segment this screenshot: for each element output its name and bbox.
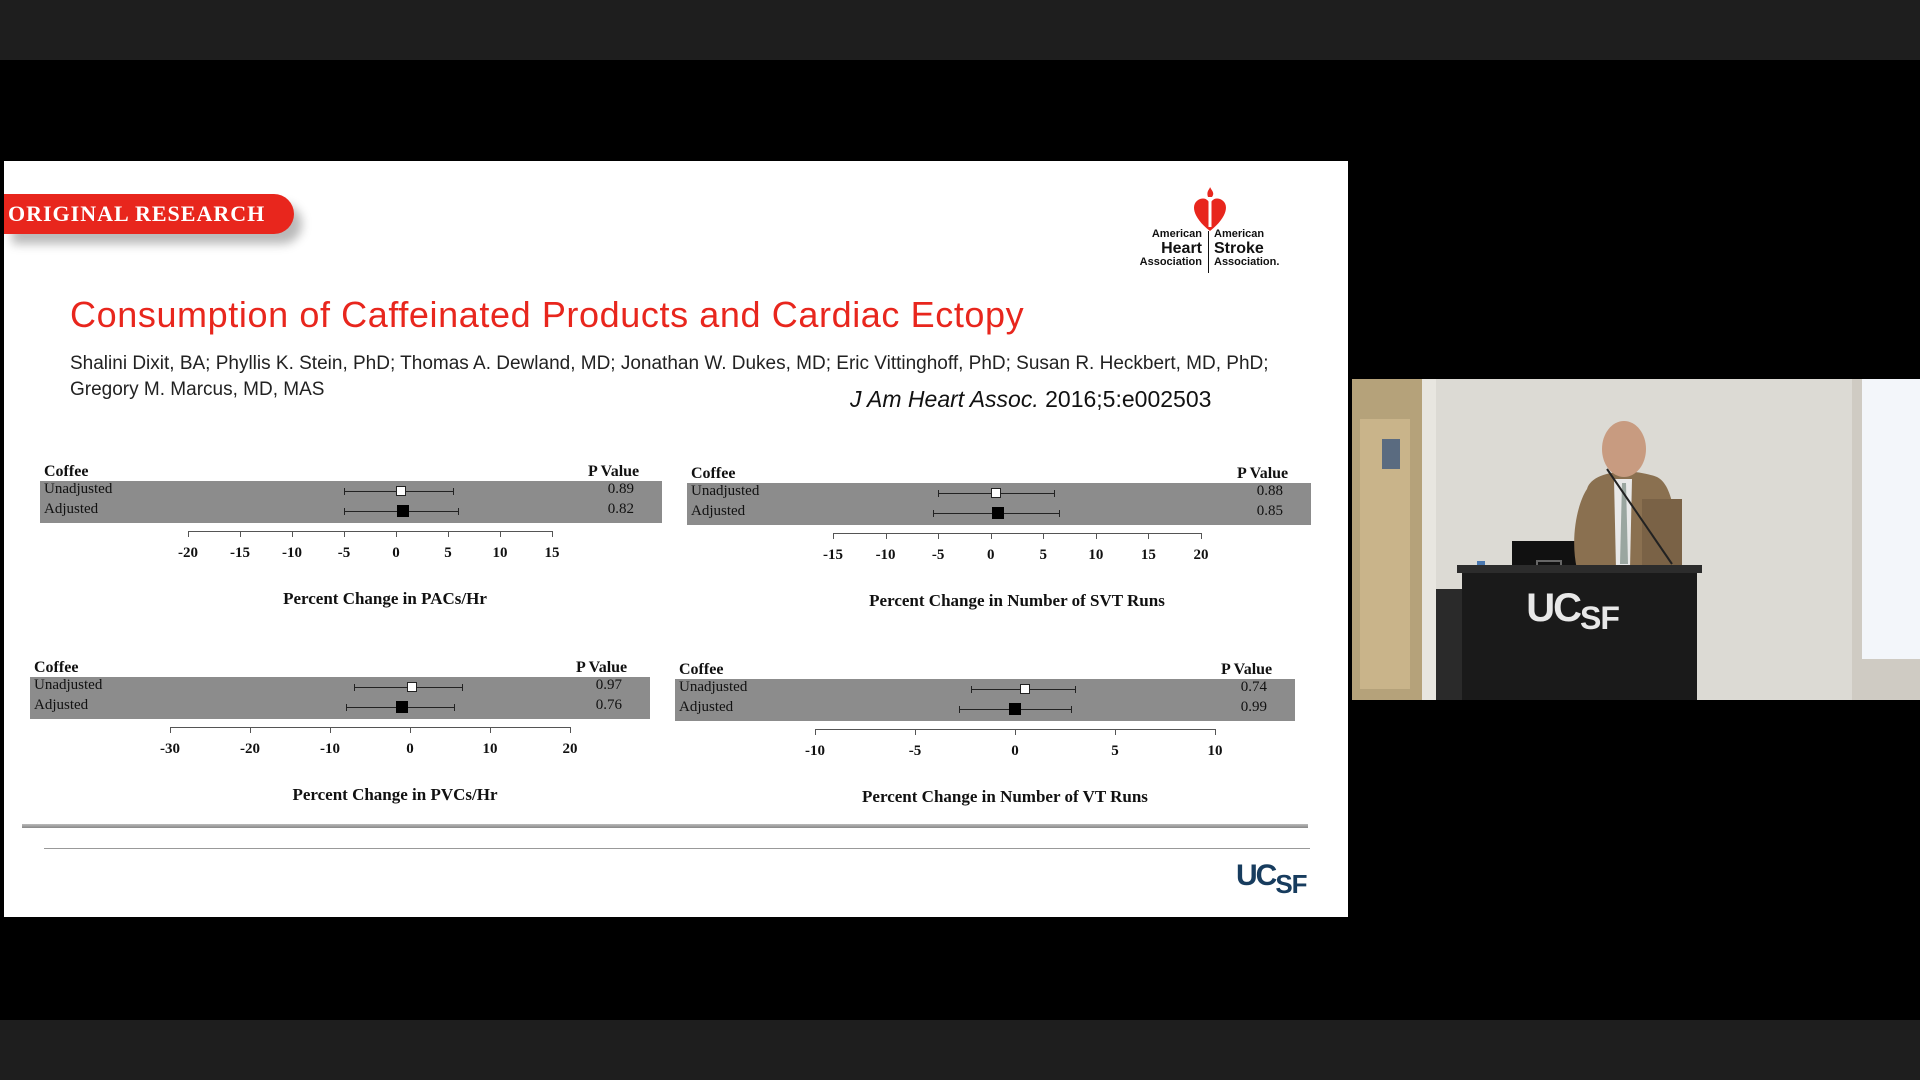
- pvalue-header: P Value: [576, 659, 628, 676]
- estimate-marker-adjusted: [396, 701, 408, 713]
- x-tick: [1201, 533, 1202, 539]
- x-tick-label: 10: [1088, 547, 1104, 563]
- x-tick-label: 5: [444, 545, 452, 561]
- p-value: 0.85: [1256, 503, 1283, 519]
- p-value: 0.74: [1240, 679, 1267, 695]
- x-tick: [448, 531, 449, 537]
- estimate-marker-unadjusted: [396, 486, 406, 496]
- presentation-slide: [4, 161, 1348, 917]
- estimate-marker-adjusted: [1009, 703, 1021, 715]
- speaker-video-tile: [1352, 379, 1920, 700]
- pvalue-header: P Value: [1237, 465, 1289, 482]
- x-tick: [490, 727, 491, 733]
- row-label: Adjusted: [679, 699, 734, 715]
- p-value: 0.88: [1256, 483, 1283, 499]
- ci-cap-high: [1075, 686, 1076, 693]
- slide-title: Consumption of Caffeinated Products and Cardiac Ectopy: [70, 294, 1025, 335]
- x-tick: [1115, 729, 1116, 735]
- aha-stroke-text: American Stroke Association.: [1214, 228, 1280, 268]
- row-label: Unadjusted: [679, 679, 748, 695]
- x-tick-label: -15: [230, 545, 250, 561]
- x-tick-label: -10: [282, 545, 302, 561]
- aha-asa-logo: [1120, 187, 1300, 277]
- x-tick: [1215, 729, 1216, 735]
- x-tick: [1096, 533, 1097, 539]
- x-tick: [170, 727, 171, 733]
- speaker-video-frame: [1352, 379, 1920, 700]
- group-label: Coffee: [34, 659, 79, 676]
- x-tick: [1043, 533, 1044, 539]
- x-tick-label: 10: [482, 741, 498, 757]
- ci-cap-high: [454, 704, 455, 711]
- p-value: 0.82: [607, 501, 634, 517]
- footer-divider-thick: [22, 824, 1308, 828]
- x-tick-label: -10: [805, 743, 825, 759]
- p-value: 0.99: [1240, 699, 1267, 715]
- ci-cap-high: [453, 488, 454, 495]
- plot-band: [675, 679, 1295, 721]
- ci-cap-low: [959, 706, 960, 713]
- x-tick-label: -5: [337, 545, 351, 561]
- x-axis: [170, 727, 570, 728]
- journal-reference: 2016;5:e002503: [1038, 386, 1212, 412]
- x-axis-title: Percent Change in PACs/Hr: [283, 589, 487, 608]
- x-tick: [915, 729, 916, 735]
- x-tick-label: -20: [240, 741, 260, 757]
- ci-cap-high: [462, 684, 463, 691]
- ci-cap-high: [458, 508, 459, 515]
- x-tick-label: 0: [406, 741, 414, 757]
- x-tick-label: -5: [908, 743, 922, 759]
- p-value: 0.89: [607, 481, 634, 497]
- x-tick-label: 10: [1207, 743, 1223, 759]
- x-tick-label: -15: [823, 547, 843, 563]
- journal-name: J Am Heart Assoc.: [850, 386, 1039, 412]
- x-tick: [250, 727, 251, 733]
- ci-cap-low: [938, 490, 939, 497]
- p-value: 0.76: [595, 697, 622, 713]
- x-tick: [240, 531, 241, 537]
- pvalue-header: P Value: [1221, 661, 1273, 678]
- ci-cap-high: [1059, 510, 1060, 517]
- x-tick: [815, 729, 816, 735]
- x-tick: [500, 531, 501, 537]
- ci-cap-low: [971, 686, 972, 693]
- ci-cap-low: [354, 684, 355, 691]
- x-tick: [991, 533, 992, 539]
- x-tick: [396, 531, 397, 537]
- estimate-marker-unadjusted: [407, 682, 417, 692]
- forest-plot-svt-runs: [687, 463, 1327, 633]
- x-tick: [330, 727, 331, 733]
- x-tick-label: -10: [875, 547, 896, 563]
- top-bar: [0, 0, 1920, 60]
- author-list: Shalini Dixit, BA; Phyllis K. Stein, PhD; Thomas A. Dewland, MD; Jonathan W. Dukes, MD; Eric Vittinghoff, PhD; Susan R. Heckbert, MD, PhD; Gregory M. Marcus, MD, MAS: [70, 353, 1269, 400]
- x-tick: [833, 533, 834, 539]
- aha-heart-text: American Heart Association: [1139, 228, 1202, 268]
- ci-cap-low: [346, 704, 347, 711]
- heart-torch-icon: [1120, 187, 1300, 233]
- x-axis-title: Percent Change in PVCs/Hr: [292, 785, 498, 804]
- x-tick-label: 15: [544, 545, 560, 561]
- row-label: Unadjusted: [34, 677, 103, 693]
- x-tick: [1148, 533, 1149, 539]
- group-label: Coffee: [679, 661, 724, 678]
- forest-plot-vt-runs: [675, 659, 1315, 829]
- x-axis-title: Percent Change in Number of SVT Runs: [869, 591, 1165, 610]
- row-label: Adjusted: [691, 503, 746, 519]
- x-axis: [833, 533, 1201, 534]
- estimate-marker-unadjusted: [1020, 684, 1030, 694]
- journal-citation: [850, 386, 1211, 413]
- x-tick-label: -30: [160, 741, 180, 757]
- estimate-marker-unadjusted: [991, 488, 1001, 498]
- ci-cap-low: [933, 510, 934, 517]
- footer-divider-thin: [44, 848, 1310, 849]
- x-axis: [188, 531, 552, 532]
- x-tick-label: -10: [320, 741, 340, 757]
- x-tick-label: 0: [392, 545, 400, 561]
- p-value: 0.97: [595, 677, 622, 693]
- x-tick-label: 5: [1111, 743, 1119, 759]
- group-label: Coffee: [691, 465, 736, 482]
- x-tick: [344, 531, 345, 537]
- original-research-banner: ORIGINAL RESEARCH: [4, 194, 294, 234]
- x-axis-title: Percent Change in Number of VT Runs: [862, 787, 1148, 806]
- aha-divider: [1208, 231, 1209, 273]
- x-tick-label: -20: [178, 545, 198, 561]
- x-tick-label: 0: [986, 547, 995, 563]
- x-tick: [188, 531, 189, 537]
- bottom-bar: [0, 1020, 1920, 1080]
- forest-plot-pvcs: [30, 657, 670, 827]
- x-tick-label: 10: [492, 545, 508, 561]
- forest-plot-pacs: [40, 461, 680, 631]
- row-label: Adjusted: [44, 501, 99, 517]
- x-tick: [886, 533, 887, 539]
- group-label: Coffee: [44, 463, 89, 480]
- podium-ucsf-logo-sf: SF: [1580, 600, 1619, 636]
- estimate-marker-adjusted: [397, 505, 409, 517]
- ci-cap-low: [344, 488, 345, 495]
- x-tick-label: 20: [1193, 547, 1209, 563]
- row-label: Unadjusted: [44, 481, 113, 497]
- row-label: Adjusted: [34, 697, 89, 713]
- x-tick: [938, 533, 939, 539]
- x-tick: [1015, 729, 1016, 735]
- estimate-marker-adjusted: [992, 507, 1004, 519]
- podium-ucsf-logo-uc: UC: [1526, 586, 1580, 630]
- row-label: Unadjusted: [691, 483, 760, 499]
- pvalue-header: P Value: [588, 463, 640, 480]
- plot-band: [40, 481, 662, 523]
- x-tick-label: 15: [1140, 547, 1156, 563]
- x-tick-label: 20: [562, 741, 578, 757]
- ci-cap-low: [344, 508, 345, 515]
- plot-band: [30, 677, 650, 719]
- x-tick: [410, 727, 411, 733]
- x-tick: [570, 727, 571, 733]
- ci-cap-high: [1054, 490, 1055, 497]
- x-tick: [552, 531, 553, 537]
- x-tick: [292, 531, 293, 537]
- ci-cap-high: [1071, 706, 1072, 713]
- ucsf-logo: UCSF: [1236, 859, 1307, 899]
- x-tick-label: 5: [1039, 547, 1048, 563]
- x-tick-label: 0: [1011, 743, 1019, 759]
- x-tick-label: -5: [931, 547, 945, 563]
